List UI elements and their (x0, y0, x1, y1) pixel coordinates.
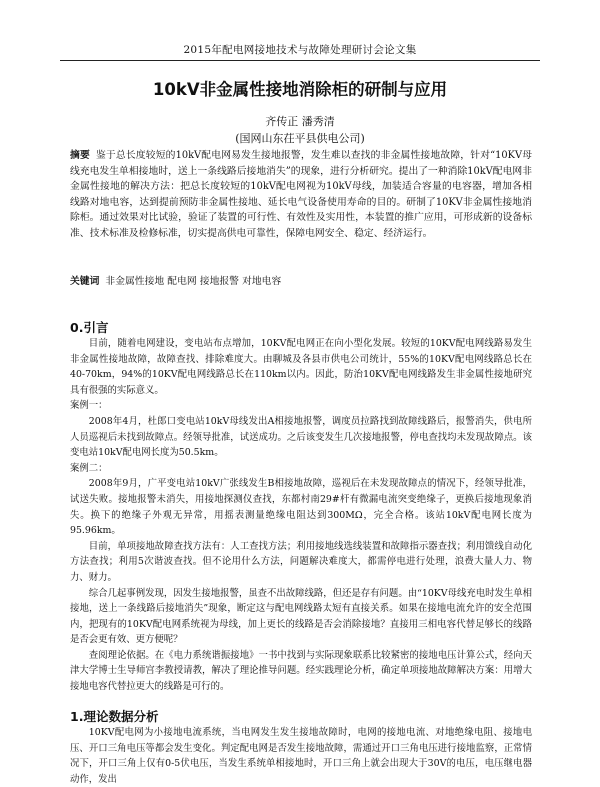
paragraph: 目前，随着电网建设，变电站布点增加，10KV配电网正在向小型化发展。较短的10KV配电网线路易发生非金属性接地故障，故障查找、排除难度大。由聊城及各县市供电公司统计，55%的10KV配电网线路总长在40-70km，94%的10KV配电网线路总长在110km以内。因此，防治10KV配电网线路发生非金属性接地研究具有很强的实际意义。 (70, 338, 532, 396)
paragraph: 查阅理论依据。在《电力系统谐振接地》一书中找到与实际现象联系比较紧密的接地电压计算公式，经向天津大学博士生导师宫李教授请教，解决了理论推导问题。经实践理论分析，确定单项接地故障解决方案：用增大接地电容代替拉更大的线路是可行的。 (70, 649, 532, 693)
keywords-label: 关键词 (70, 276, 100, 287)
paper-title: 10kV非金属性接地消除柜的研制与应用 (152, 80, 448, 99)
section-heading-theory: 1.理论数据分析 (70, 709, 159, 724)
running-header: 2015年配电网接地技术与故障处理研讨会论文集 (183, 44, 417, 56)
section-heading-intro: 0.引言 (70, 320, 109, 335)
case-label: 案例二： (70, 462, 108, 474)
abstract (70, 148, 532, 241)
paragraph: 2008年9月，广平变电站10kV广张线发生B相接地故障，巡视后在未发现故障点的情况下，经领导批准，试送失败。接地报警未消失，用接地探测仪查找，东都村南29#杆有微漏电流突变绝缘子，更换后接地现象消失。换下的绝缘子外观无异常，用摇表测量绝缘电阻达到300MΩ，完全合格。该站10kV配电网长度为95.96km。 (70, 478, 532, 537)
abstract-label: 摘要 (70, 150, 90, 161)
keywords-text: 非金属性接地 配电网 接地报警 对地电容 (105, 276, 282, 287)
header-rule (60, 60, 540, 61)
authors: 齐传正 潘秀清 (265, 115, 335, 128)
theory-body (70, 725, 532, 787)
intro-body (70, 336, 532, 695)
paragraph: 2008年4月，杜郎口变电站10kV母线发出A相接地报警，调度员拉路找到故障线路后，报警消失，供电所人员巡视后未找到故障点。经领导批准，试送成功。之后该变发生几次接地报警，停电查找均未发现故障点。该变电站10kV配电网长度为50.5km。 (70, 415, 532, 459)
case-label: 案例一： (70, 400, 108, 412)
keywords (70, 273, 532, 287)
paragraph: 10KV配电网为小接地电流系统，当电网发生发生接地故障时，电网的接地电流、对地绝缘电阻、接地电压、开口三角电压等都会发生变化。判定配电网是否发生接地故障，需通过开口三角电压进行接地监察，正常情况下，开口三角上仅有0-5伏电压，当发生系统单相接地时，开口三角上就会出现大于30V的电压，电压继电器动作，发出 (70, 727, 532, 785)
affiliation: (国网山东茌平县供电公司) (235, 132, 365, 145)
paragraph: 综合几起事例发现，因发生接地报警，虽查不出故障线路，但还是存有问题。由“10KV母线充电时发生单相接地，送上一条线路后接地消失”现象，断定这与配电网线路太短有直接关系。如果在接地电流允许的安全范围内，把现有的10KV配电网系统视为母线，加上更长的线路是否会消除接地？直接用三相电容代替足够长的线路是否会更有效、更方便呢？ (70, 587, 532, 646)
paragraph: 目前，单项接地故障查找方法有：人工查找方法；利用接地线选线装置和故障指示器查找；利用馈线自动化方法查找；利用5次谐波查找。但不论用什么方法，问题解决难度大，都需停电进行处理，浪费大量人力、物力、财力。 (70, 540, 532, 583)
abstract-text: 鉴于总长度较短的10kV配电网易发生接地报警，发生难以查找的非金属性接地故障，针对“10KV母线充电发生单相接地时，送上一条线路后接地消失”的现象，进行分析研究。提出了一种消除10kV配电网非金属性接地的解决方法：把总长度较短的10kV配电网视为10kV母线，加装适合容量的电容器，增加各相线路对地电容，达到提前预防非金属性接地、延长电气设备使用寿命的目的。研制了10KV非金属性接地消除柜。通过效果对比试验，验证了装置的可行性、有效性及实用性，本装置的推广应用，可形成新的设备标准、技术标准及检修标准，切实提高供电可靠性，保障电网安全、稳定、经济运行。 (70, 150, 532, 239)
